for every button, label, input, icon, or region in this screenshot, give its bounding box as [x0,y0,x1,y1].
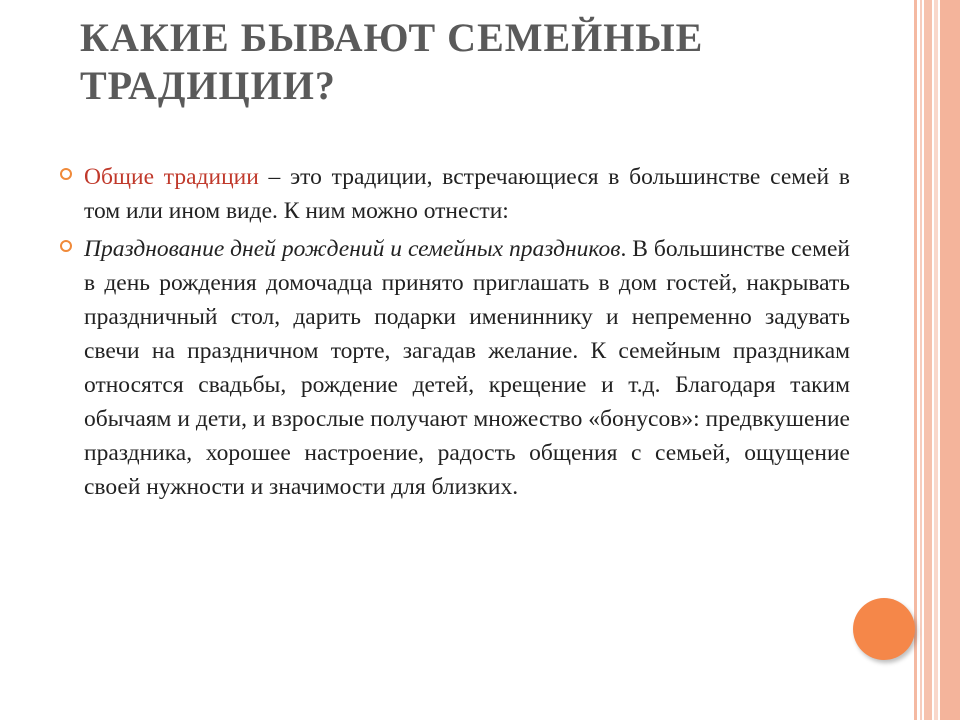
stripe [920,0,922,720]
slide-title: КАКИЕ БЫВАЮТ СЕМЕЙНЫЕ ТРАДИЦИИ? [80,15,704,108]
bullet-body: – это традиции, встречающиеся в большинстве семей в том или ином виде. К ним можно отнести: [84,164,850,224]
stripe [924,0,932,720]
bullet-ring-icon [60,168,72,180]
stripe [914,0,917,720]
highlighted-term: Общие традиции [84,164,259,190]
italic-term: Празднование дней рождений и семейных праздников [84,236,621,262]
orange-circle-decoration [853,598,915,660]
bullet-body: . В большинстве семей в день рождения домочадца принято приглашать в дом гостей, накрывать праздничный стол, дарить подарки имениннику и непременно задувать свечи на праздничном торте, загадав желание. К семейным праздникам относятся свадьбы, рождение детей, крещение и т.д. Благодаря таким обычаям и дети, и взрослые получают множество «бонусов»: предвкушение праздника, хорошее настроение, радость общения с семьей, ощущение своей нужности и значимости для близких. [84,236,850,500]
bullet-text [84,232,850,504]
bullet-item-general-traditions [60,160,850,228]
stripe [940,0,960,720]
decorative-stripes [914,0,960,720]
bullet-text [84,160,850,228]
bullet-item-birthdays [60,232,850,504]
stripe [934,0,938,720]
slide-content [60,160,850,508]
bullet-ring-icon [60,240,72,252]
